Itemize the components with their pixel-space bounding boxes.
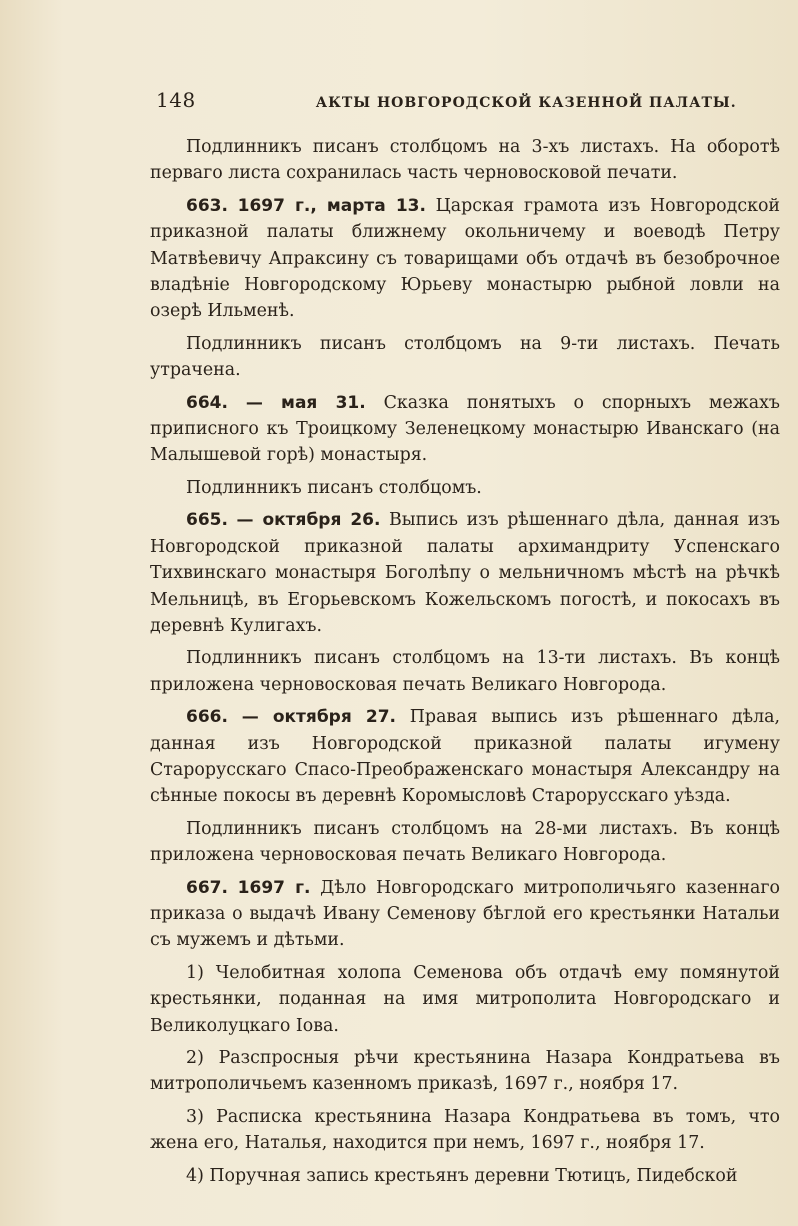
entry-date: 1697 г. [237,877,311,898]
entry-number: 666. [186,707,228,728]
entry-date: — октября 27. [241,707,397,728]
entry-text: Сказка понятыхъ о спорныхъ межахъ приписного къ Троицкому Зеленецкому монастырю Иванскаго (на Малышевой горѣ) монастыря. [150,392,780,466]
paragraph-4: Подлинникъ писанъ столбцомъ. [186,477,482,498]
entry-663 [150,193,780,325]
paragraph-11: 2) Разспросныя рѣчи крестьянина Назара Кондратьева въ митрополичьемъ казенномъ приказѣ, 1697 г., ноября 17. [150,1048,780,1095]
entry-text: Царская грамота изъ Новгородской приказной палаты ближнему окольничему и воеводѣ Петру Матвѣевичу Апраксину съ товарищами объ отдачѣ въ безоброчное владѣніе Новгородскому Юрьеву монастырю рыбной ловли на озерѣ Ильменѣ. [150,195,781,322]
entry-date: — октября 26. [236,510,381,531]
entry-666 [150,704,780,810]
entry-number: 664. [186,392,228,413]
entry-text: Дѣло Новгородскаго митрополичьяго казеннаго приказа о выдачѣ Ивану Семенову бѣглой его крестьянки Натальи съ мужемъ и дѣтьми. [150,877,781,951]
entry-number: 667. [186,877,228,898]
paragraph-10: 1) Челобитная холопа Семенова объ отдачѣ ему помянутой крестьянки, поданная на имя митрополита Новгородскаго и Великолуцкаго Іова. [150,962,780,1036]
paragraph-2: Подлинникъ писанъ столбцомъ на 9-ти листахъ. Печать утрачена. [150,333,780,381]
entry-text: Правая выпись изъ рѣшеннаго дѣла, данная изъ Новгородской приказной палаты игумену Старорусскаго Спасо-Преображенскаго монастыря Александру на сѣнные покосы въ деревнѣ Коромысловѣ Старорусскаго уѣзда. [150,707,781,807]
entry-665 [150,507,780,639]
paragraph-12: 3) Расписка крестьянина Назара Кондратьева въ томъ, что жена его, Наталья, находится при немъ, 1697 г., ноября 17. [150,1106,780,1154]
entry-number: 663. [186,195,228,216]
paragraph-6: Подлинникъ писанъ столбцомъ на 13-ти листахъ. Въ концѣ приложена черновосковая печать Великаго Новгорода. [150,648,780,695]
page-body [150,134,780,1195]
page-header [156,88,758,112]
page-number: 148 [156,88,196,112]
entry-text: Выпись изъ рѣшеннаго дѣла, данная изъ Новгородской приказной палаты архимандриту Успенскаго Тихвинскаго монастыря Боголѣпу о мельничномъ мѣстѣ на рѣчкѣ Мельницѣ, въ Егорьевскомъ Кожельскомъ погостѣ, и покосахъ въ деревнѣ Кулигахъ. [150,510,780,636]
paragraph-8: Подлинникъ писанъ столбцомъ на 28-ми листахъ. Въ концѣ приложена черновосковая печать Великаго Новгорода. [150,818,780,866]
paragraph-13: 4) Поручная запись крестьянъ деревни Тютицъ, Пидебской [186,1165,738,1186]
paragraph-0: Подлинникъ писанъ столбцомъ на 3-хъ листахъ. На оборотѣ перваго листа сохранилась часть черновосковой печати. [150,137,780,184]
entry-667 [150,875,780,954]
entry-date: 1697 г., марта 13. [237,195,426,216]
running-title: АКТЫ НОВГОРОДСКОЙ КАЗЕННОЙ ПАЛАТЫ. [315,95,737,111]
entry-date: — мая 31. [245,392,366,413]
entry-number: 665. [186,510,228,531]
entry-664 [150,390,780,469]
